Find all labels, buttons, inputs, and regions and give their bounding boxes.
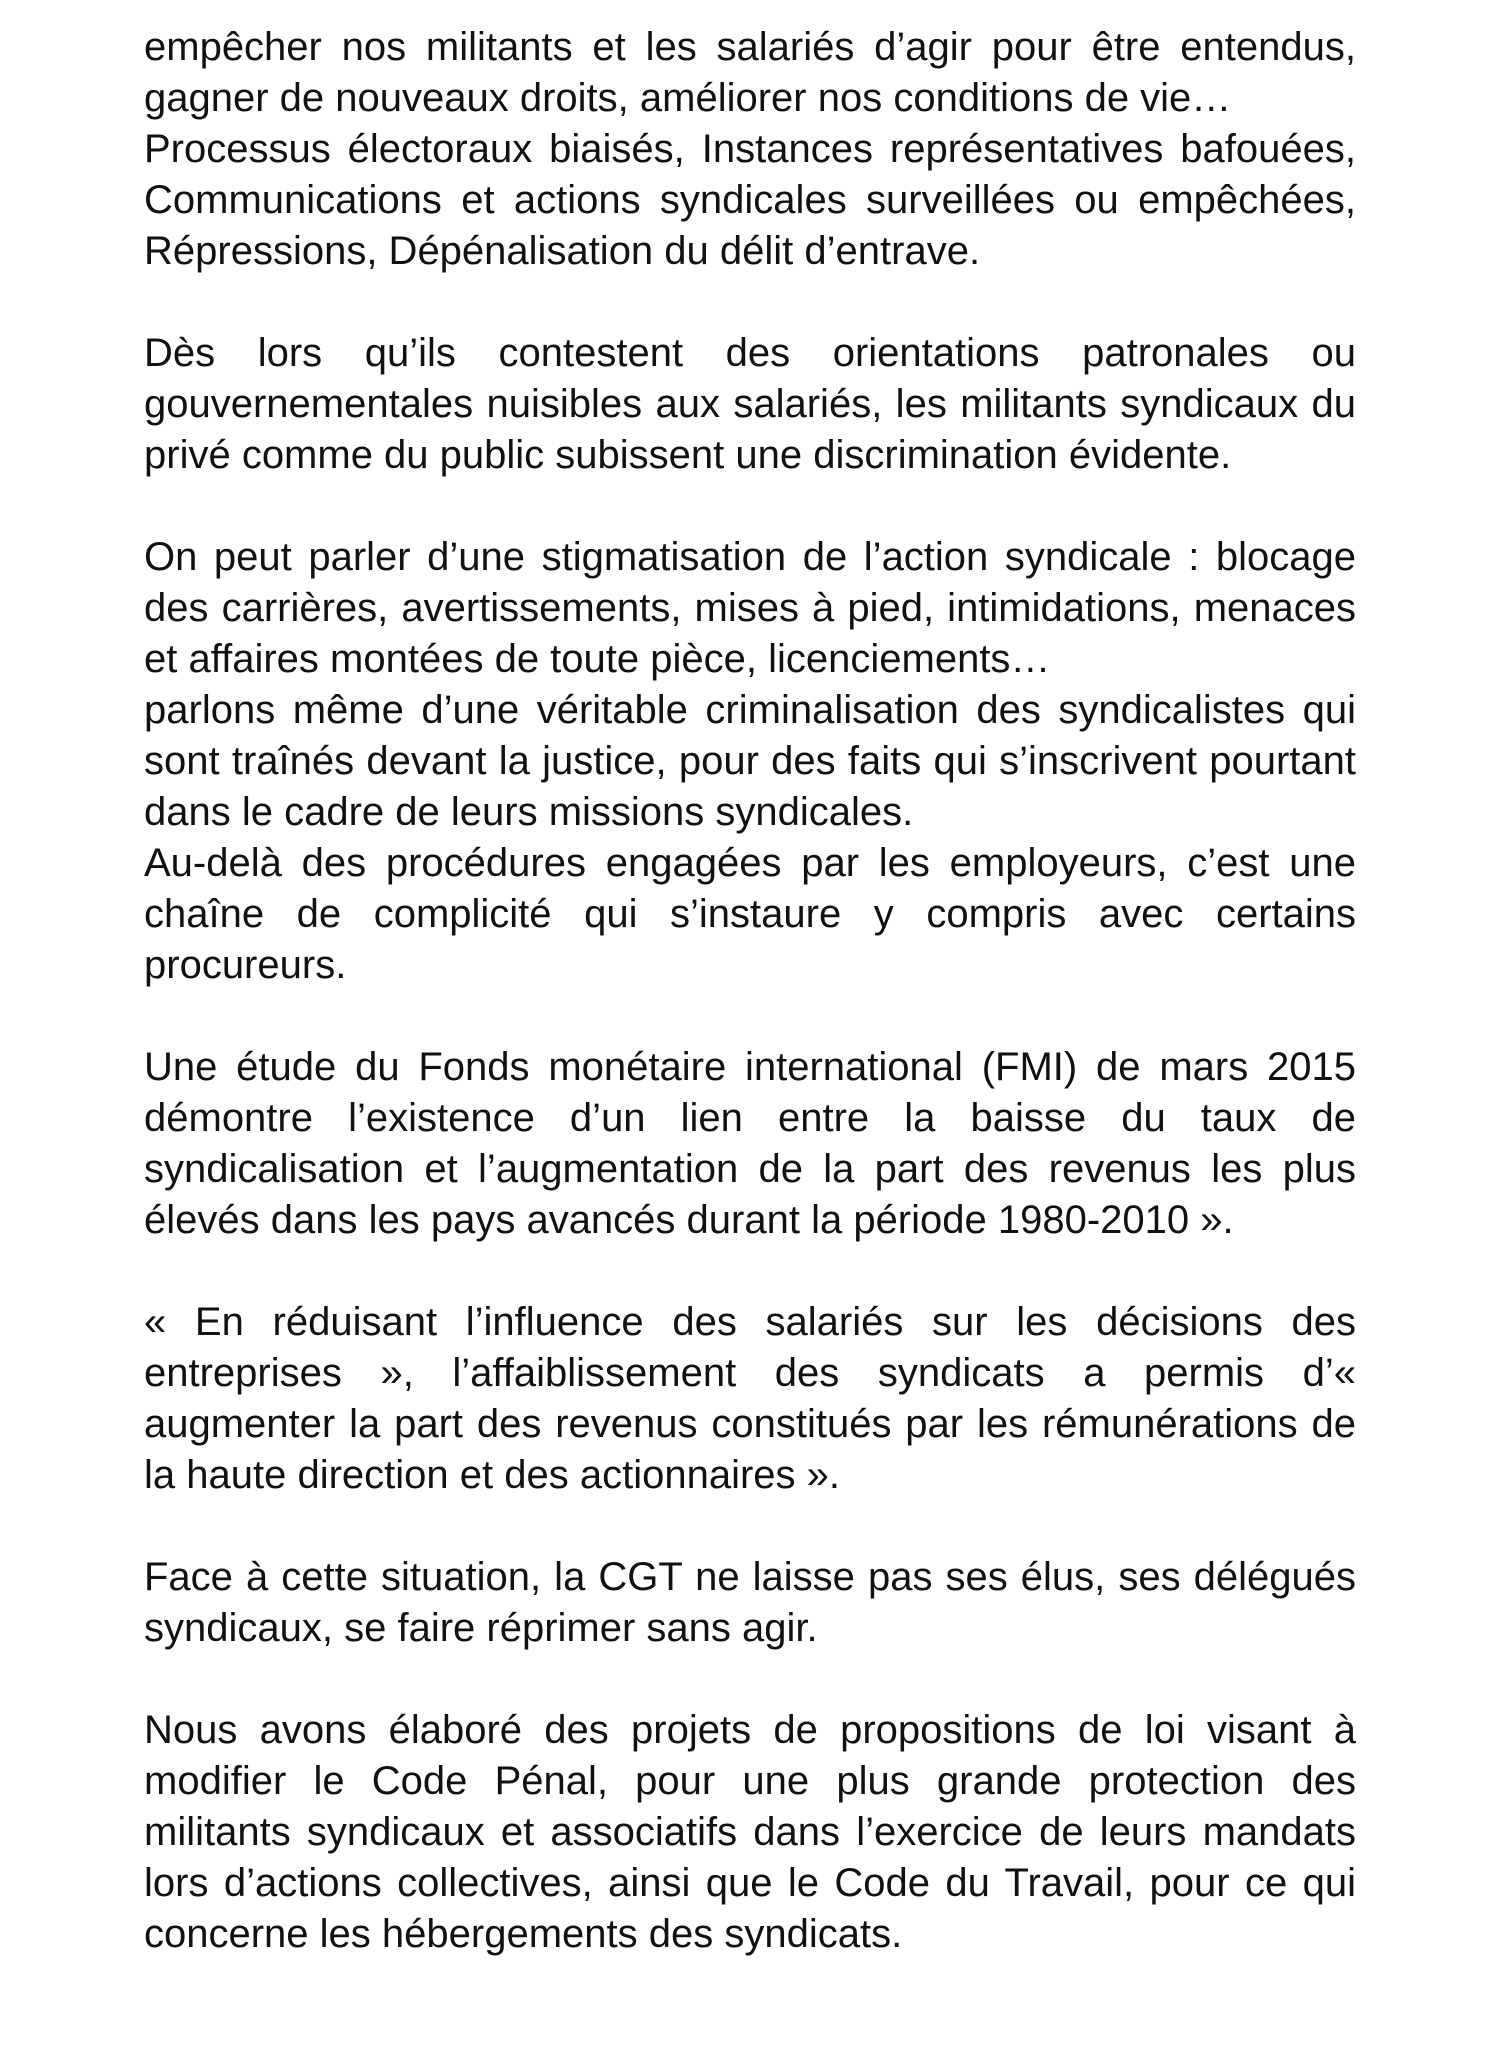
paragraph-5: parlons même d’une véritable criminalisation des syndicalistes qui sont traînés devant la justice, pour des faits qui s’inscrivent pourtant dans le cadre de leurs missions syndicales. [144,688,1356,834]
paragraph-3: Dès lors qu’ils contestent des orientations patronales ou gouvernementales nuisibles aux salariés, les militants syndicaux du privé comme du public subissent une discrimination évidente. [144,331,1356,477]
paragraph-spacer [144,991,1356,1042]
paragraph-1: empêcher nos militants et les salariés d’agir pour être entendus, gagner de nouveaux droits, améliorer nos conditions de vie… [144,25,1356,120]
paragraph-4: On peut parler d’une stigmatisation de l’action syndicale : blocage des carrières, avertissements, mises à pied, intimidations, menaces et affaires montées de toute pièce, licenciements… [144,535,1356,681]
paragraph-8: « En réduisant l’influence des salariés sur les décisions des entreprises », l’affaiblissement des syndicats a permis d’« augmenter la part des revenus constitués par les rémunérations de la haute direction et des actionnaires ». [144,1300,1356,1497]
paragraph-spacer [144,481,1356,532]
paragraph-10: Nous avons élaboré des projets de propositions de loi visant à modifier le Code Pénal, pour une plus grande protection des militants syndicaux et associatifs dans l’exercice de leurs mandats lors d’actions collectives, ainsi que le Code du Travail, pour ce qui concerne les hébergements des syndicats. [144,1708,1356,1956]
paragraph-7: Une étude du Fonds monétaire international (FMI) de mars 2015 démontre l’existence d’un lien entre la baisse du taux de syndicalisation et l’augmentation de la part des revenus les plus élevés dans les pays avancés durant la période 1980-2010 ». [144,1045,1356,1242]
document-page [144,22,1356,1960]
paragraph-spacer [144,1246,1356,1297]
paragraph-9: Face à cette situation, la CGT ne laisse pas ses élus, ses délégués syndicaux, se faire réprimer sans agir. [144,1555,1356,1650]
paragraph-spacer [144,1654,1356,1705]
paragraph-6: Au-delà des procédures engagées par les employeurs, c’est une chaîne de complicité qui s’instaure y compris avec certains procureurs. [144,841,1356,987]
paragraph-spacer [144,277,1356,328]
paragraph-spacer [144,1501,1356,1552]
paragraph-2: Processus électoraux biaisés, Instances représentatives bafouées, Communications et actions syndicales surveillées ou empêchées, Répressions, Dépénalisation du délit d’entrave. [144,127,1356,273]
